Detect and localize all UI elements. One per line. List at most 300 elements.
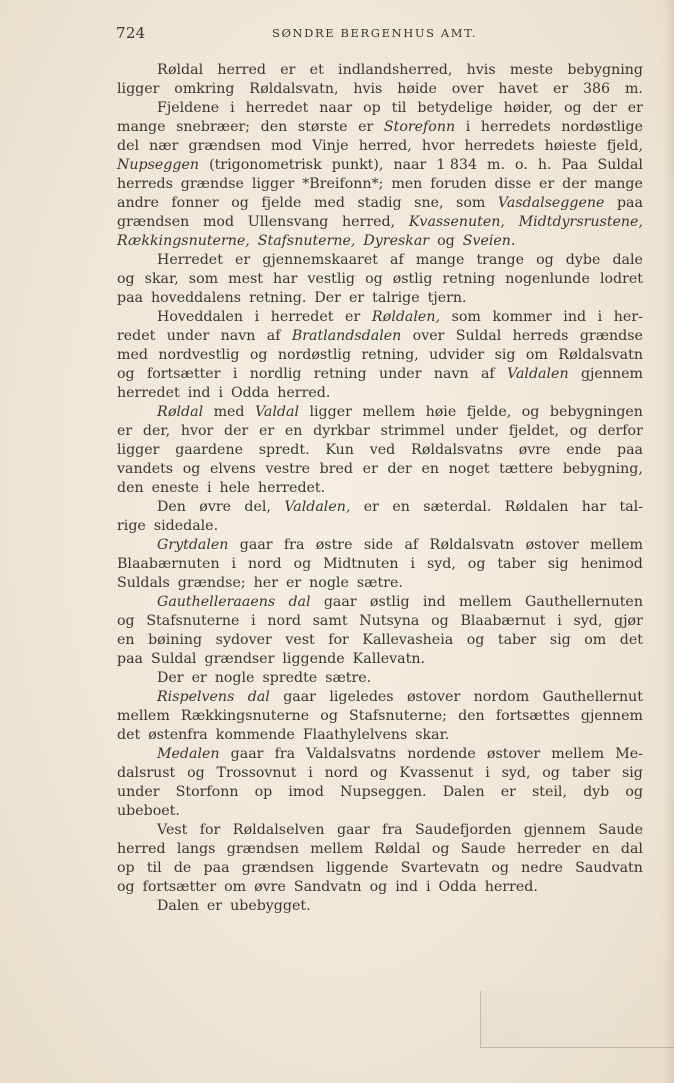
word: del — [117, 138, 140, 154]
word: tal- — [619, 499, 643, 515]
word: dal — [620, 841, 643, 857]
text-line — [117, 99, 643, 118]
word: taber — [497, 556, 536, 572]
word: af — [390, 252, 404, 268]
word: vestlig — [307, 271, 356, 287]
word: fortsætter — [142, 879, 217, 895]
word: er — [191, 670, 207, 686]
word: har — [581, 499, 607, 515]
word: herred. — [484, 879, 538, 895]
word: mange — [117, 119, 166, 135]
word: om — [525, 347, 548, 363]
word: vest — [285, 632, 315, 648]
word: hvor — [180, 423, 214, 439]
text-line — [117, 384, 643, 403]
text-line — [117, 270, 643, 289]
word: sætre. — [356, 575, 403, 591]
word: Gauthellernuten — [525, 594, 643, 610]
word: sætre. — [325, 670, 372, 686]
word: østover — [525, 537, 579, 553]
word: den — [260, 119, 288, 135]
word: og — [249, 347, 268, 363]
word: skar. — [415, 727, 450, 743]
word: den — [117, 480, 144, 496]
word: om — [224, 879, 247, 895]
word: fra — [283, 537, 305, 553]
word: der — [562, 176, 587, 192]
word: Kvassenut — [399, 765, 474, 781]
word: Sveien. — [462, 233, 516, 249]
word: til — [391, 100, 407, 116]
word: største — [297, 119, 348, 135]
word: gaar — [323, 594, 357, 610]
word: østlig — [369, 594, 410, 610]
text-line — [117, 726, 643, 745]
word: taber — [497, 632, 537, 648]
text-line — [117, 479, 643, 498]
text-line — [117, 707, 643, 726]
word: nordende — [407, 746, 476, 762]
word: og — [117, 879, 135, 895]
text-line — [117, 764, 643, 783]
word: herredet — [270, 309, 334, 325]
text-line — [117, 688, 643, 707]
word: ligger — [117, 81, 160, 97]
word: gaar — [336, 822, 370, 838]
word: en — [117, 632, 135, 648]
word: og — [320, 708, 338, 724]
word: høide — [397, 81, 437, 97]
text-line — [117, 517, 643, 536]
word: gaar — [283, 689, 316, 705]
word: fra — [274, 746, 296, 762]
word: skar, — [144, 271, 179, 287]
word: og — [521, 404, 540, 420]
word: gaar — [239, 537, 273, 553]
word: er — [258, 423, 275, 439]
word: det — [117, 727, 141, 743]
word: er — [358, 119, 374, 135]
word: eneste — [151, 480, 199, 496]
word: har — [273, 271, 298, 287]
word: Suldal — [151, 651, 197, 667]
word: Røldalselven — [232, 822, 325, 838]
word: en — [284, 423, 303, 439]
word: og — [625, 784, 643, 800]
text-line — [117, 80, 643, 99]
text-line — [117, 612, 643, 631]
word: strimmel — [380, 423, 445, 439]
word: i — [251, 613, 256, 629]
word: herredet — [117, 385, 180, 401]
word: herred — [117, 841, 166, 857]
word: gjennem — [523, 822, 586, 838]
word: Rækkingsnuterne, — [117, 233, 250, 249]
word: Røldalsvatn — [429, 537, 515, 553]
word: andre — [117, 195, 159, 211]
word: 1 834 — [436, 157, 477, 173]
word: dalsrust — [117, 765, 176, 781]
word: spredte — [262, 670, 318, 686]
word: og — [437, 233, 455, 249]
word: Bratlandsdalen — [291, 328, 402, 344]
word: syd, — [573, 613, 603, 629]
word: mellem — [551, 746, 605, 762]
word: er — [117, 423, 133, 439]
word: under — [455, 423, 499, 439]
word: Svartevatn — [400, 860, 480, 876]
word: sæterdal. — [423, 499, 492, 515]
word: betydelige — [417, 100, 493, 116]
word: og — [293, 556, 312, 572]
word: nær — [149, 138, 179, 154]
word: Røldalen, — [371, 309, 440, 325]
text-line — [117, 232, 643, 251]
word: en — [592, 841, 610, 857]
word: bebygning, — [562, 461, 643, 477]
text-line — [117, 327, 643, 346]
word: mellem — [590, 537, 643, 553]
word: i — [206, 480, 212, 496]
word: Suldal — [455, 328, 502, 344]
word: er — [539, 176, 555, 192]
word: Storfonn — [175, 784, 239, 800]
word: dal — [247, 689, 270, 705]
word: østover — [486, 746, 541, 762]
word: østlig — [392, 271, 433, 287]
word: Vest — [157, 822, 188, 838]
word: og — [563, 100, 582, 116]
page-header — [116, 24, 642, 44]
word: og — [365, 271, 383, 287]
word: og — [431, 613, 449, 629]
word: hoveddalens — [151, 290, 242, 306]
word: kommende — [215, 727, 295, 743]
word: dyb — [583, 784, 610, 800]
text-line — [117, 61, 643, 80]
text-line — [117, 403, 643, 422]
word: i — [557, 613, 562, 629]
word: grændse; — [177, 575, 246, 591]
word: høie — [425, 404, 457, 420]
word: Blaabærnut — [460, 613, 546, 629]
word: om — [584, 632, 607, 648]
word: herreder — [516, 841, 581, 857]
word: snebræer; — [176, 119, 251, 135]
text-line — [117, 593, 643, 612]
word: nogenlunde — [505, 271, 590, 287]
word: fra — [382, 822, 403, 838]
word: dybe — [565, 252, 601, 268]
word: vandets — [117, 461, 174, 477]
word: og — [491, 860, 509, 876]
word: dale — [612, 252, 643, 268]
word: er — [206, 898, 223, 914]
word: nordøstlige — [561, 119, 643, 135]
word: bøining — [148, 632, 203, 648]
text-line — [117, 745, 643, 764]
word: paa — [117, 290, 143, 306]
text-line — [117, 802, 643, 821]
word: Vasdalseggene — [497, 195, 605, 211]
word: herredets — [480, 119, 551, 135]
word: ubeboet. — [117, 803, 180, 819]
word: tættere — [499, 461, 554, 477]
word: liggende — [282, 651, 345, 667]
word: de — [173, 860, 192, 876]
word: det — [619, 632, 643, 648]
word: nordlig — [249, 366, 302, 382]
word: der — [592, 100, 617, 116]
word: med — [117, 347, 148, 363]
text-line — [117, 840, 643, 859]
word: liggende — [326, 860, 389, 876]
word: Gauthellernut — [542, 689, 643, 705]
word: og — [467, 556, 486, 572]
word: Fjeldene — [157, 100, 220, 116]
word: som — [456, 195, 486, 211]
word: m. — [624, 81, 643, 97]
word: henimod — [580, 556, 643, 572]
word: paa — [117, 651, 143, 667]
text-line — [117, 137, 643, 156]
word: i — [597, 309, 603, 325]
word: en — [392, 499, 410, 515]
word: og — [569, 423, 588, 439]
word: gaar — [230, 746, 264, 762]
word: retning, — [361, 347, 419, 363]
word: sig — [547, 556, 569, 572]
word: Valdalsvatns — [306, 746, 397, 762]
word: Valdal — [254, 404, 300, 420]
word: paa — [203, 860, 230, 876]
text-line — [117, 251, 643, 270]
word: ind — [187, 385, 211, 401]
word: og — [231, 195, 249, 211]
word: den — [458, 708, 485, 724]
word: Røldal — [374, 841, 421, 857]
word: trange — [476, 252, 524, 268]
word: nogle — [214, 670, 255, 686]
text-line — [117, 555, 643, 574]
word: sig — [549, 632, 571, 648]
word: nordvestlig — [158, 347, 240, 363]
word: hele — [219, 480, 250, 496]
text-line — [117, 536, 643, 555]
word: 386 — [583, 81, 611, 97]
word: fonner — [171, 195, 219, 211]
word: er — [500, 784, 516, 800]
word: er — [363, 499, 379, 515]
word: af — [480, 366, 495, 382]
word: mod — [202, 214, 235, 230]
word: naar — [393, 157, 427, 173]
word: Røldalsvatn, — [249, 81, 339, 97]
word: navn — [433, 366, 469, 382]
word: Storefonn — [383, 119, 456, 135]
word: naar — [319, 100, 353, 116]
word: grændser — [204, 651, 275, 667]
word: tjern. — [427, 290, 467, 306]
word: langs — [176, 841, 216, 857]
word: omkring — [174, 81, 235, 97]
word: nord — [324, 765, 359, 781]
word: og — [117, 613, 135, 629]
word: en — [421, 461, 439, 477]
word: ligger — [251, 176, 295, 192]
word: gjennem — [580, 708, 643, 724]
word: ligger — [309, 404, 352, 420]
word: fortsættes — [495, 708, 570, 724]
text-line — [117, 346, 643, 365]
word: op — [117, 860, 135, 876]
text-line — [117, 460, 643, 479]
word: østenfra — [148, 727, 208, 743]
word: Suldals — [117, 575, 170, 591]
word: op — [363, 100, 381, 116]
word: Ullensvang — [247, 214, 329, 230]
word: Dalen — [442, 784, 485, 800]
word: grændse — [579, 328, 643, 344]
word: høieste — [544, 138, 597, 154]
word: mellem — [362, 404, 416, 420]
word: grændsen — [188, 138, 261, 154]
word: er — [280, 62, 296, 78]
word: og — [536, 252, 554, 268]
word: Saudefjorden — [415, 822, 512, 838]
word: Valdalen — [507, 366, 569, 382]
word: Stafsnuterne; — [349, 708, 447, 724]
word: herreds — [512, 328, 569, 344]
word: h. — [537, 157, 552, 173]
word: mellem — [310, 841, 364, 857]
word: Røldal — [157, 404, 204, 420]
word: fjeld, — [606, 138, 643, 154]
word: noget — [448, 461, 490, 477]
word: ind — [395, 879, 418, 895]
text-line — [117, 821, 643, 840]
word: i — [218, 385, 223, 401]
word: sig — [494, 347, 516, 363]
word: (trigonometrisk — [209, 157, 322, 173]
word: retning — [442, 271, 496, 287]
word: høider, — [503, 100, 554, 116]
word: sydover — [215, 632, 272, 648]
word: Midtnuten — [323, 556, 399, 572]
text-line — [117, 213, 643, 232]
word: Stafsnuterne, — [257, 233, 356, 249]
word: herreds — [117, 176, 173, 192]
text-line — [117, 574, 643, 593]
word: fortsætter — [146, 366, 221, 382]
word: ved — [369, 442, 396, 458]
word: Flaathylelvens — [302, 727, 408, 743]
word: med — [313, 195, 345, 211]
word: ind — [422, 594, 446, 610]
word: steil, — [532, 784, 567, 800]
word: er — [552, 81, 569, 97]
text-line — [117, 289, 643, 308]
word: imod — [288, 784, 324, 800]
word: fjeldet, — [508, 423, 560, 439]
word: er — [235, 252, 251, 268]
word: Røldal — [157, 62, 204, 78]
word: er — [348, 290, 365, 306]
word: meste — [509, 62, 554, 78]
word: grændsen — [117, 214, 190, 230]
word: i — [485, 765, 490, 781]
word: over — [451, 81, 484, 97]
word: af — [404, 537, 419, 553]
word: dyrkbar — [313, 423, 370, 439]
word: grændse — [180, 176, 244, 192]
word: spredt. — [258, 442, 310, 458]
word: gaardene — [175, 442, 243, 458]
word: østover — [406, 689, 461, 705]
word: kommer — [492, 309, 552, 325]
word: grændsen — [226, 841, 299, 857]
word: er — [627, 100, 643, 116]
word: navn — [220, 328, 256, 344]
word: Kallevasheia — [362, 632, 454, 648]
word: Der — [157, 670, 184, 686]
text-line — [117, 859, 643, 878]
word: nordøstlig — [277, 347, 352, 363]
word: disse — [494, 176, 532, 192]
word: og — [182, 461, 201, 477]
word: herredet. — [257, 480, 326, 496]
word: mest — [228, 271, 263, 287]
word: foruden — [430, 176, 487, 192]
word: i — [231, 556, 237, 572]
word: punkt), — [331, 157, 384, 173]
word: der, — [142, 423, 171, 439]
word: et — [309, 62, 324, 78]
word: Stafsnuterne — [146, 613, 240, 629]
text-line — [117, 878, 643, 897]
word: mellem — [117, 708, 170, 724]
word: hvis — [466, 62, 496, 78]
word: nordom — [473, 689, 530, 705]
word: Odda — [231, 385, 270, 401]
body-text — [117, 61, 643, 916]
text-line — [117, 194, 643, 213]
word: der — [387, 461, 412, 477]
word: i — [308, 765, 313, 781]
word: der — [224, 423, 249, 439]
word: Dalen — [157, 898, 199, 914]
word: og — [117, 271, 135, 287]
word: lodret — [599, 271, 643, 287]
word: er — [285, 575, 302, 591]
word: i — [410, 556, 415, 572]
word: Saudvatn — [575, 860, 643, 876]
word: i — [465, 119, 471, 135]
word: herred, — [358, 138, 412, 154]
word: fjelde — [261, 195, 302, 211]
word: redet — [117, 328, 156, 344]
word: paa — [616, 195, 643, 211]
running-head: SØNDRE BERGENHUS AMT. — [272, 26, 478, 40]
word: mod — [270, 138, 302, 154]
word: øvre — [199, 499, 232, 515]
word: er — [345, 309, 361, 325]
word: af — [266, 328, 281, 344]
word: i — [425, 879, 431, 895]
word: Nupseggen — [117, 157, 200, 173]
word: nord — [267, 613, 301, 629]
word: Herredet — [157, 252, 223, 268]
